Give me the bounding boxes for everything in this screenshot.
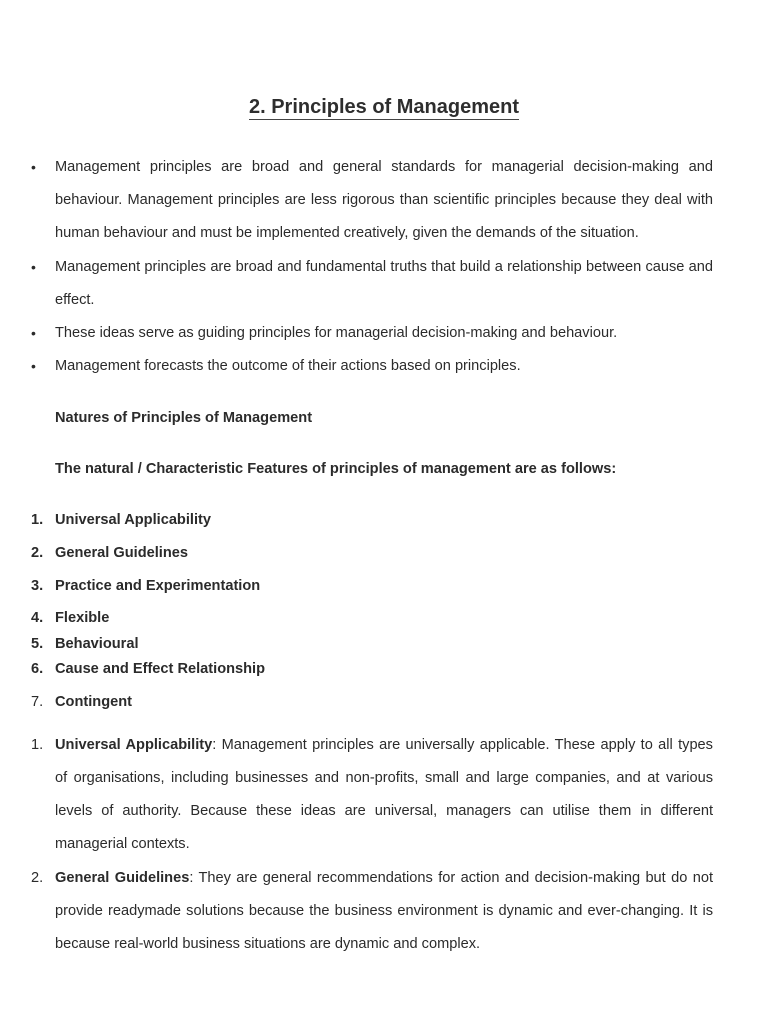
detail-paragraph [55, 862, 713, 961]
feature-number: 5. [31, 636, 44, 652]
detail-paragraph [55, 729, 713, 861]
feature-label: Universal Applicability [55, 512, 211, 528]
bullet-paragraph: Management principles are broad and fundamental truths that build a relationship between cause and effect. [55, 259, 713, 308]
bullet-icon: • [31, 325, 36, 341]
feature-label: General Guidelines [55, 545, 189, 561]
bullet-paragraph: Management forecasts the outcome of their actions based on principles. [55, 358, 521, 374]
feature-label: Practice and Experimentation [55, 578, 261, 594]
bullet-icon: • [31, 259, 36, 275]
feature-number: 6. [31, 661, 44, 677]
feature-number: 4. [31, 610, 44, 626]
feature-number: 1. [31, 512, 44, 528]
page-title [0, 96, 768, 119]
feature-number: 2. [31, 545, 44, 561]
feature-label: Contingent [55, 694, 133, 710]
detail-term: General Guidelines [55, 870, 190, 886]
feature-label: Behavioural [55, 636, 139, 652]
detail-text: : They are general recommendations for action and decision-making but do not provide readymade solutions because the business environment is dynamic and ever-changing. It is because real-world business situations are dynamic and complex. [55, 870, 713, 952]
feature-number: 3. [31, 578, 44, 594]
section-intro: The natural / Characteristic Features of principles of management are as follows: [55, 461, 617, 477]
detail-number: 2. [31, 870, 44, 886]
bullet-paragraph: These ideas serve as guiding principles for managerial decision-making and behaviour. [55, 325, 618, 341]
feature-number: 7. [31, 694, 44, 710]
section-heading: Natures of Principles of Management [55, 410, 313, 426]
bullet-icon: • [31, 159, 36, 175]
bullet-icon: • [31, 358, 36, 374]
detail-number: 1. [31, 737, 44, 753]
detail-term: Universal Applicability [55, 737, 213, 753]
bullet-paragraph: Management principles are broad and general standards for managerial decision-making and behaviour. Management principles are less rigorous than scientific principles because they deal with human behaviour and must be implemented creatively, given the demands of the situation. [55, 159, 713, 241]
detail-text: : Management principles are universally applicable. These apply to all types of organisations, including businesses and non-profits, small and large companies, and at various levels of authority. Because these ideas are universal, managers can utilise them in different managerial contexts. [55, 737, 713, 852]
feature-label: Flexible [55, 610, 110, 626]
feature-label: Cause and Effect Relationship [55, 661, 266, 677]
page-title-text: 2. Principles of Management [248, 96, 520, 118]
